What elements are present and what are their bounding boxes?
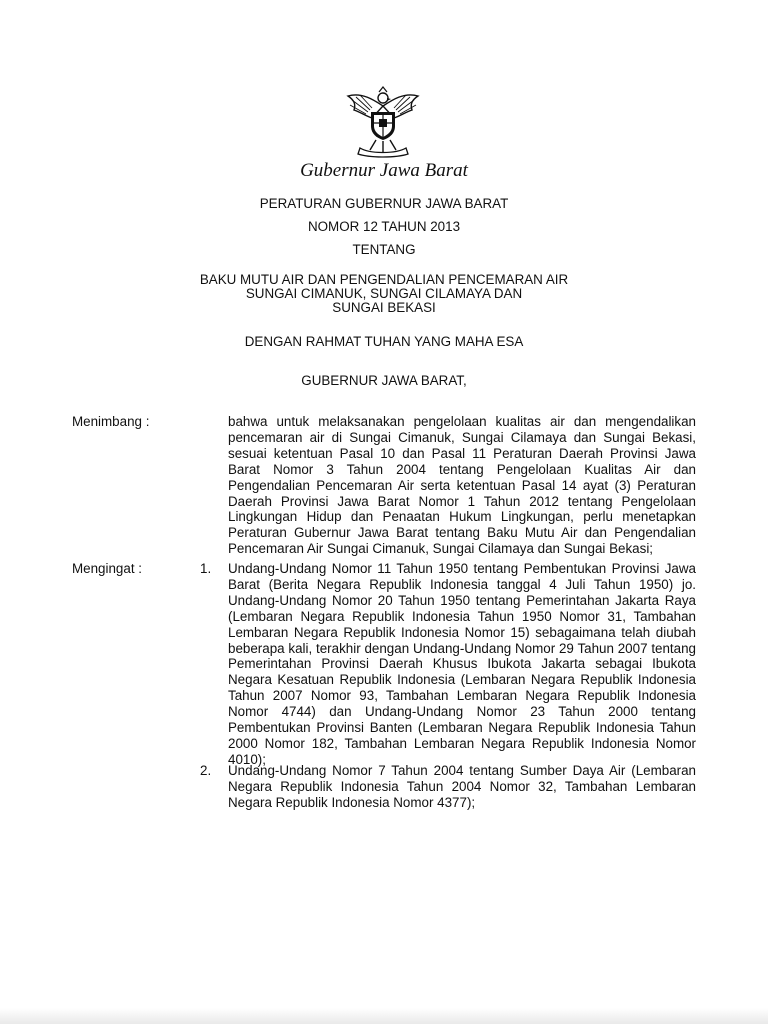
page-bottom-edge <box>0 1008 768 1024</box>
mengingat-item-number: 1. <box>200 561 212 576</box>
rahmat-line: DENGAN RAHMAT TUHAN YANG MAHA ESA <box>244 334 524 349</box>
regulation-subject-line-1: BAKU MUTU AIR DAN PENGENDALIAN PENCEMARAN AIR <box>199 272 569 287</box>
mengingat-item-text: Undang-Undang Nomor 11 Tahun 1950 tentang Pembentukan Provinsi Jawa Barat (Berita Negara Republik Indonesia tanggal 4 Juli Tahun 1950) jo. Undang-Undang Nomor 20 Tahun 1950 tentang Pemerintahan Jakarta Raya (Lembaran Negara Republik Indonesia Tahun 1950 Nomor 31, Tambahan Lembaran Negara Republik Indonesia Nomor 15) sebagaimana telah diubah beberapa kali, terakhir dengan Undang-Undang Nomor 29 Tahun 2007 tentang Pemerintahan Provinsi Daerah Khusus Ibukota Jakarta sebagai Ibukota Negara Kesatuan Republik Indonesia (Lembaran Negara Republik Indonesia Tahun 2007 Nomor 93, Tambahan Lembaran Negara Republik Indonesia Nomor 4744) dan Undang-Undang Nomor 23 Tahun 2000 tentang Pembentukan Provinsi Banten (Lembaran Negara Republik Indonesia Tahun 2000 Nomor 182, Tambahan Lembaran Negara Republik Indonesia Nomor 4010); <box>228 561 696 767</box>
office-signature-title: Gubernur Jawa Barat <box>300 160 468 181</box>
regulation-subject-line-2: SUNGAI CIMANUK, SUNGAI CILAMAYA DAN <box>245 286 523 301</box>
menimbang-label: Menimbang : <box>72 414 150 429</box>
regulation-tentang: TENTANG <box>352 242 416 257</box>
gubernur-line: GUBERNUR JAWA BARAT, <box>301 373 467 388</box>
regulation-number: NOMOR 12 TAHUN 2013 <box>307 219 461 234</box>
regulation-title: PERATURAN GUBERNUR JAWA BARAT <box>259 196 509 211</box>
regulation-subject-line-3: SUNGAI BEKASI <box>332 300 436 315</box>
garuda-emblem-icon <box>340 86 426 158</box>
mengingat-item-text: Undang-Undang Nomor 7 Tahun 2004 tentang Sumber Daya Air (Lembaran Negara Republik Indonesia Tahun 2004 Nomor 32, Tambahan Lembaran Negara Republik Indonesia Nomor 4377); <box>228 763 696 810</box>
mengingat-item-number: 2. <box>200 763 212 778</box>
mengingat-label: Mengingat : <box>72 561 142 576</box>
menimbang-text: bahwa untuk melaksanakan pengelolaan kualitas air dan mengendalikan pencemaran air di Sungai Cimanuk, Sungai Cilamaya dan Sungai Bekasi, sesuai ketentuan Pasal 10 dan Pasal 11 Peraturan Daerah Provinsi Jawa Barat Nomor 3 Tahun 2004 tentang Pengelolaan Kualitas Air dan Pengendalian Pencemaran Air serta ketentuan Pasal 14 ayat (3) Peraturan Daerah Provinsi Jawa Barat Nomor 1 Tahun 2012 tentang Pengelolaan Lingkungan Hidup dan Penaatan Hukum Lingkungan, perlu menetapkan Peraturan Gubernur Jawa Barat tentang Baku Mutu Air dan Pengendalian Pencemaran Air Sungai Cimanuk, Sungai Cilamaya dan Sungai Bekasi; <box>228 414 696 557</box>
